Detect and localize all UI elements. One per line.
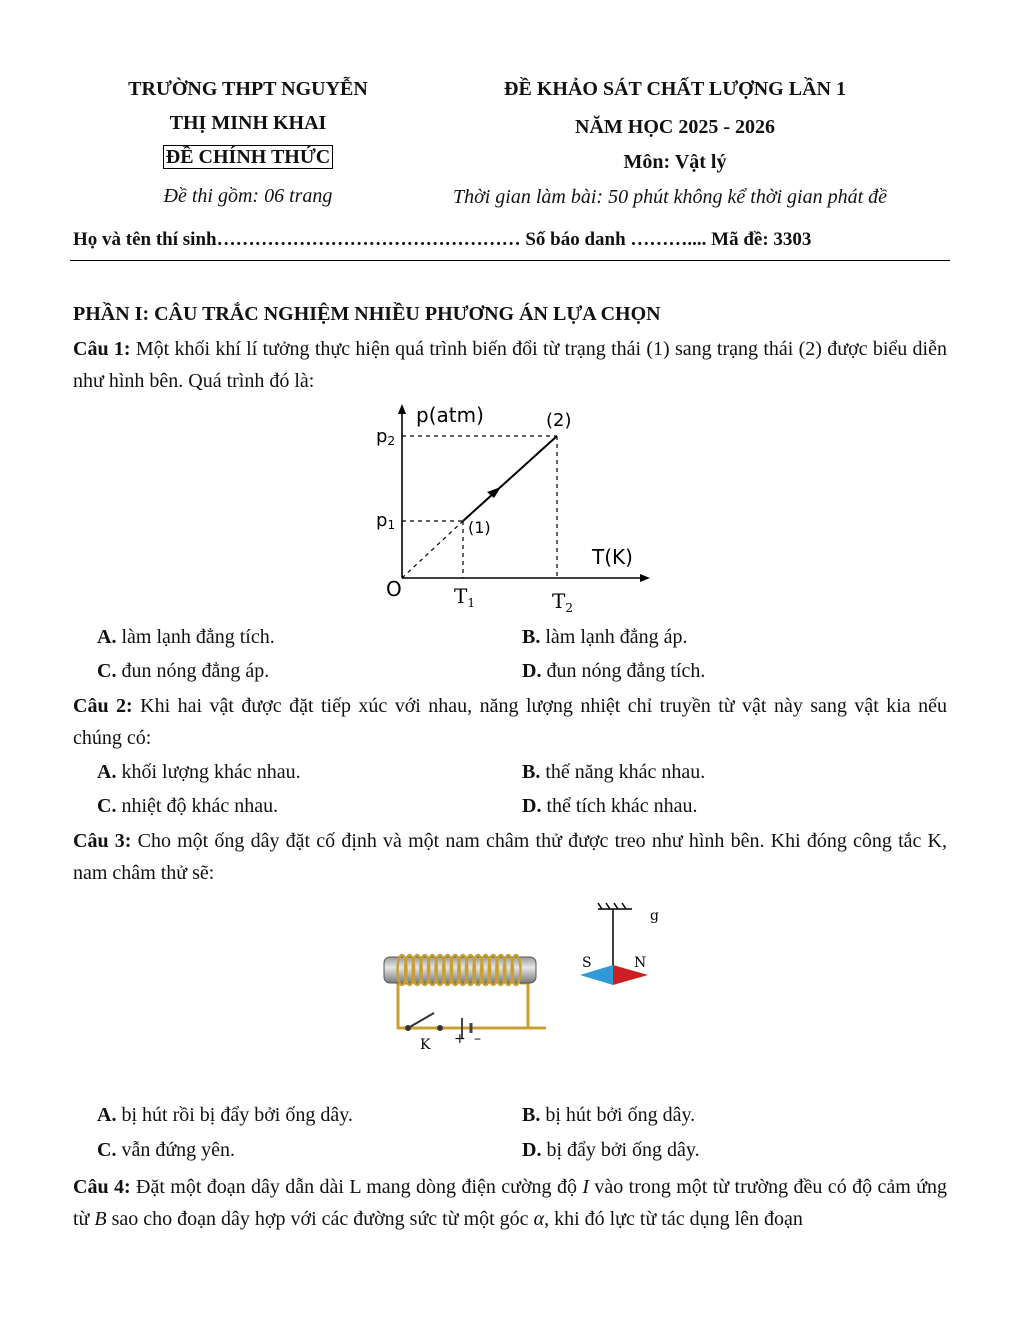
q3-option-d[interactable]: D. bị đẩy bởi ống dây. — [522, 1139, 700, 1161]
header-divider — [70, 260, 950, 261]
q2-option-a[interactable]: A. khối lượng khác nhau. — [97, 761, 301, 783]
p-axis-label: p(atm) — [416, 403, 484, 427]
plus-sign: + — [454, 1031, 466, 1047]
q2-option-b[interactable]: B. thế năng khác nhau. — [522, 761, 706, 783]
question-4-text-2: vào trong một từ trường đều có độ cảm ứng từ — [73, 1176, 947, 1230]
symbol-i: I — [582, 1176, 589, 1198]
candidate-info-line: Họ và tên thí sinh………………………………………… Số báo danh ……….... Mã đề: 3303 — [73, 229, 812, 250]
q1-option-b[interactable]: B. làm lạnh đẳng áp. — [522, 626, 688, 648]
question-1 — [73, 333, 947, 397]
minus-sign: – — [474, 1031, 481, 1047]
question-3-text: Cho một ống dây đặt cố định và một nam châm thử được treo như hình bên. Khi đóng công tắc K, nam châm thử sẽ: — [73, 830, 948, 884]
switch-label: K — [420, 1037, 431, 1053]
q2-option-c[interactable]: C. nhiệt độ khác nhau. — [97, 795, 279, 817]
official-label: ĐỀ CHÍNH THỨC — [163, 145, 333, 169]
switch-k[interactable] — [408, 1013, 434, 1028]
question-3 — [73, 825, 947, 889]
question-1-text: Một khối khí lí tưởng thực hiện quá trình biến đổi từ trạng thái (1) sang trạng thái (2) được biểu diễn như hình bên. Quá trình đó là: — [73, 338, 947, 392]
section-title: PHẦN I: CÂU TRẮC NGHIỆM NHIỀU PHƯƠNG ÁN LỰA CHỌN — [73, 303, 661, 325]
solenoid-figure — [370, 895, 680, 1060]
t1-label: $T_1$ — [454, 584, 475, 610]
q1-option-c[interactable]: C. đun nóng đẳng áp. — [97, 660, 270, 682]
s-label: S — [582, 955, 592, 971]
question-4-text-4: , khi đó lực từ tác dụng lên đoạn — [544, 1208, 803, 1230]
p2-label: p2 — [376, 426, 396, 448]
symbol-alpha: α — [533, 1208, 545, 1230]
q2-option-d[interactable]: D. thể tích khác nhau. — [522, 795, 698, 817]
question-4-text-1: Đặt một đoạn dây dẫn dài L mang dòng điện cường độ — [130, 1176, 583, 1198]
process-line — [463, 436, 557, 521]
q3-option-a[interactable]: A. bị hút rồi bị đẩy bởi ống dây. — [97, 1104, 353, 1126]
origin-extension — [402, 521, 463, 578]
state-1-label: (1) — [468, 518, 491, 537]
q1-option-a[interactable]: A. làm lạnh đẳng tích. — [97, 626, 275, 648]
symbol-b: B — [94, 1208, 107, 1230]
question-4-label: Câu 4: — [73, 1176, 131, 1198]
school-name-line2: THỊ MINH KHAI — [169, 112, 327, 134]
n-label: N — [634, 955, 647, 971]
question-2-label: Câu 2: — [73, 695, 133, 717]
question-4 — [73, 1171, 947, 1235]
school-name-line1: TRƯỜNG THPT NGUYỄN — [128, 78, 368, 100]
t-axis-arrow — [640, 574, 650, 582]
p1-label: p1 — [376, 510, 396, 532]
origin-label: O — [386, 577, 402, 601]
school-year: NĂM HỌC 2025 - 2026 — [575, 116, 775, 138]
exam-title: ĐỀ KHẢO SÁT CHẤT LƯỢNG LẦN 1 — [504, 78, 846, 100]
exam-duration: Thời gian làm bài: 50 phút không kể thời gian phát đề — [452, 186, 888, 208]
question-1-label: Câu 1: — [73, 338, 131, 360]
q1-option-d[interactable]: D. đun nóng đẳng tích. — [522, 660, 706, 682]
pt-graph — [360, 400, 660, 620]
question-3-label: Câu 3: — [73, 830, 132, 852]
official-stamp-wrap — [88, 146, 408, 169]
p-axis-arrow — [398, 404, 406, 414]
state-2-label: (2) — [546, 410, 572, 431]
g-label: g — [650, 908, 659, 924]
t2-label: $T_2$ — [552, 589, 573, 615]
question-4-text-3: sao cho đoạn dây hợp với các đường sức từ một góc — [106, 1208, 534, 1230]
subject: Môn: Vật lý — [623, 151, 727, 173]
question-2-text: Khi hai vật được đặt tiếp xúc với nhau, năng lượng nhiệt chỉ truyền từ vật này sang vật kia nếu chúng có: — [73, 695, 948, 749]
q3-option-b[interactable]: B. bị hút bởi ống dây. — [522, 1104, 696, 1126]
question-2 — [73, 690, 947, 754]
t-axis-label: T(K) — [592, 545, 633, 569]
switch-contact — [437, 1025, 443, 1031]
q3-option-c[interactable]: C. vẫn đứng yên. — [97, 1139, 236, 1161]
circuit-wire-right — [488, 983, 528, 1028]
page-count: Đề thi gồm: 06 trang — [163, 185, 333, 207]
